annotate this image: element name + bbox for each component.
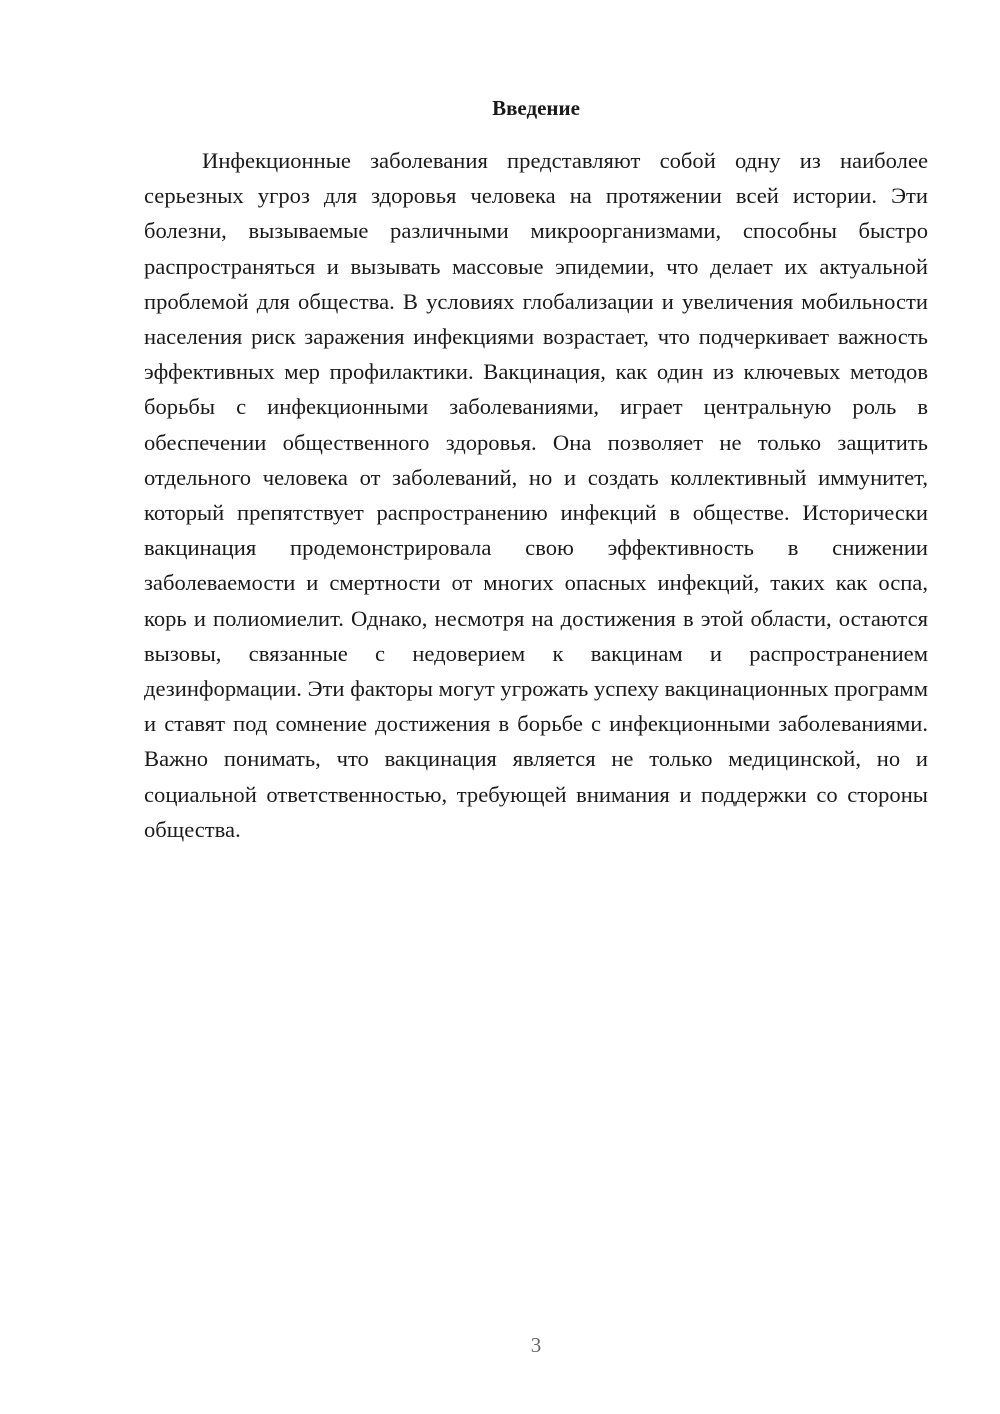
section-heading: Введение [492, 96, 580, 120]
body-paragraph: Инфекционные заболевания представляют собой одну из наиболее серьезных угроз для здоровья человека на протяжении всей истории. Эти болезни, вызываемые различными микроорганизмами, способны быстро распространяться и вызывать массовые эпидемии, что делает их актуальной проблемой для общества. В условиях глобализации и увеличения мобильности населения риск заражения инфекциями возрастает, что подчеркивает важность эффективных мер профилактики. Вакцинация, как один из ключевых методов борьбы с инфекционными заболеваниями, играет центральную роль в обеспечении общественного здоровья. Она позволяет не только защитить отдельного человека от заболеваний, но и создать коллективный иммунитет, который препятствует распространению инфекций в обществе. Исторически вакцинация продемонстрировала свою эффективность в снижении заболеваемости и смертности от многих опасных инфекций, таких как оспа, корь и полиомиелит. Однако, несмотря на достижения в этой области, остаются вызовы, связанные с недоверием к вакцинам и распространением дезинформации. Эти факторы могут угрожать успеху вакцинационных программ и ставят под сомнение достижения в борьбе с инфекционными заболеваниями. Важно понимать, что вакцинация является не только медицинской, но и социальной ответственностью, требующей внимания и поддержки со стороны общества. [144, 148, 928, 842]
page-number: 3 [530, 1333, 542, 1357]
